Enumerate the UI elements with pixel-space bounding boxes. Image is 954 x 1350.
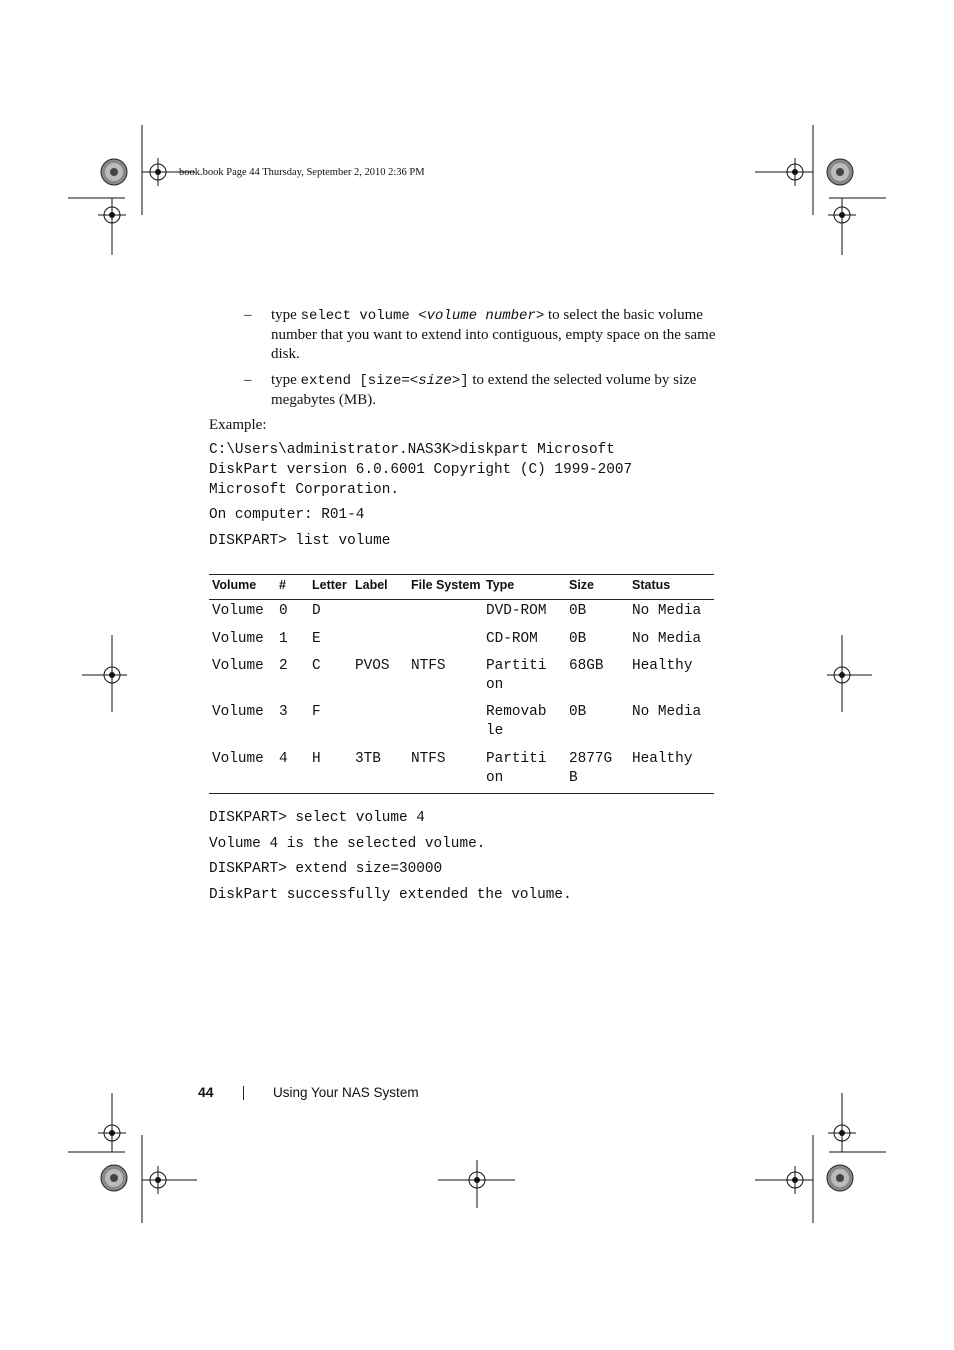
bullet-item-select-volume bbox=[271, 306, 731, 364]
table-header-rule bbox=[209, 599, 714, 600]
inline-code-placeholder: size bbox=[418, 373, 452, 389]
code-line: C:\Users\administrator.NAS3K>diskpart Microsoft bbox=[209, 442, 615, 458]
table-header-size: Size bbox=[569, 578, 595, 592]
footer-divider bbox=[243, 1086, 244, 1100]
table-cell: Removab le bbox=[486, 704, 547, 739]
table-cell: Volume bbox=[212, 658, 264, 674]
page-number: 44 bbox=[198, 1084, 214, 1100]
table-cell: Healthy bbox=[632, 751, 693, 767]
table-header-letter: Letter bbox=[312, 578, 347, 592]
table-cell: 3 bbox=[279, 704, 288, 720]
code-line: Volume 4 is the selected volume. bbox=[209, 836, 486, 852]
table-cell: F bbox=[312, 704, 321, 720]
table-cell: CD-ROM bbox=[486, 631, 538, 647]
table-cell: Partiti on bbox=[486, 751, 547, 786]
table-cell: 3TB bbox=[355, 751, 381, 767]
table-header-label: Label bbox=[355, 578, 388, 592]
table-cell: DVD-ROM bbox=[486, 603, 547, 619]
table-cell: 0 bbox=[279, 603, 288, 619]
inline-code: extend [size=< bbox=[300, 373, 419, 389]
table-cell: 0B bbox=[569, 603, 587, 619]
bullet-item-extend-size bbox=[271, 371, 731, 410]
table-cell: Healthy bbox=[632, 658, 693, 674]
bullet-text: to select the basic volume number that you want to extend into contiguous, empty space on the same disk. bbox=[271, 307, 716, 362]
code-line: DISKPART> select volume 4 bbox=[209, 810, 425, 826]
table-header-volume: Volume bbox=[212, 578, 257, 592]
code-line: Microsoft Corporation. bbox=[209, 482, 399, 498]
table-cell: NTFS bbox=[411, 751, 446, 767]
inline-code: select volume < bbox=[300, 308, 427, 324]
code-line: DiskPart successfully extended the volume. bbox=[209, 887, 572, 903]
inline-code-placeholder: volume number bbox=[426, 308, 536, 324]
bullet-text: type bbox=[271, 307, 301, 323]
inline-code: > bbox=[535, 308, 545, 324]
table-cell: E bbox=[312, 631, 321, 647]
bullet-text: to extend the selected volume by size megabytes (MB). bbox=[271, 372, 697, 408]
table-cell: 2 bbox=[279, 658, 288, 674]
code-line: DiskPart version 6.0.6001 Copyright (C) 1999-2007 bbox=[209, 462, 633, 478]
code-line: DISKPART> list volume bbox=[209, 533, 391, 549]
table-cell: H bbox=[312, 751, 321, 767]
example-label: Example: bbox=[209, 417, 267, 433]
table-cell: D bbox=[312, 603, 321, 619]
table-cell: NTFS bbox=[411, 658, 446, 674]
table-cell: 0B bbox=[569, 704, 587, 720]
slug-line: book.book Page 44 Thursday, September 2, 2010 2:36 PM bbox=[179, 167, 425, 178]
inline-code: >] bbox=[451, 373, 469, 389]
bullet-text: type bbox=[271, 372, 301, 388]
table-cell: 68GB bbox=[569, 658, 604, 674]
table-cell: No Media bbox=[632, 603, 702, 619]
table-cell: PVOS bbox=[355, 658, 390, 674]
table-cell: Volume bbox=[212, 704, 264, 720]
table-header-number: # bbox=[279, 578, 286, 592]
table-cell: Volume bbox=[212, 751, 264, 767]
code-line: DISKPART> extend size=30000 bbox=[209, 861, 443, 877]
bullet-dash: – bbox=[244, 372, 252, 388]
table-header-status: Status bbox=[632, 578, 671, 592]
table-bottom-rule bbox=[209, 793, 714, 794]
running-title: Using Your NAS System bbox=[273, 1085, 419, 1100]
table-cell: No Media bbox=[632, 704, 702, 720]
table-cell: Volume bbox=[212, 603, 264, 619]
table-header-type: Type bbox=[486, 578, 515, 592]
table-top-rule bbox=[209, 574, 714, 575]
bullet-dash: – bbox=[244, 307, 252, 323]
table-cell: 2877G B bbox=[569, 751, 613, 786]
table-cell: No Media bbox=[632, 631, 702, 647]
table-cell: 0B bbox=[569, 631, 587, 647]
table-cell: 4 bbox=[279, 751, 288, 767]
code-line: On computer: R01-4 bbox=[209, 507, 365, 523]
table-cell: Volume bbox=[212, 631, 264, 647]
table-cell: 1 bbox=[279, 631, 288, 647]
table-header-file-system: File System bbox=[411, 578, 481, 592]
table-cell: C bbox=[312, 658, 321, 674]
table-cell: Partiti on bbox=[486, 658, 547, 693]
